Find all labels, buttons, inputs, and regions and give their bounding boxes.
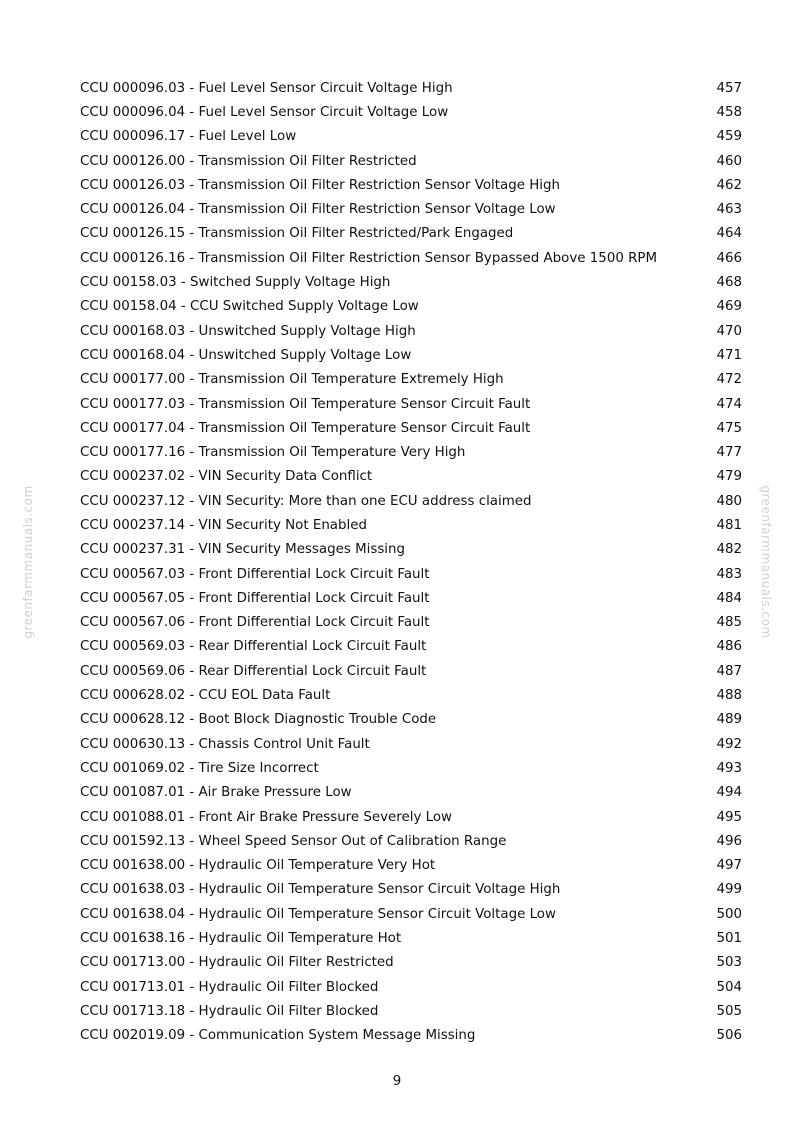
toc-entry-page[interactable]: 469 xyxy=(716,299,742,315)
toc-entry[interactable] xyxy=(80,440,742,464)
toc-entry[interactable] xyxy=(80,489,742,513)
toc-entry[interactable] xyxy=(80,125,742,149)
toc-entry-page[interactable]: 487 xyxy=(716,663,742,679)
toc-entry[interactable] xyxy=(80,538,742,562)
toc-entry-page[interactable]: 472 xyxy=(716,372,742,388)
toc-entry[interactable] xyxy=(80,926,742,950)
toc-entry-title[interactable]: CCU 000096.03 - Fuel Level Sensor Circuit Voltage High xyxy=(80,80,453,96)
toc-entry-title[interactable]: CCU 000126.16 - Transmission Oil Filter Restriction Sensor Bypassed Above 1500 RPM xyxy=(80,250,658,266)
toc-entry[interactable] xyxy=(80,246,742,270)
toc-entry-title[interactable]: CCU 000126.04 - Transmission Oil Filter Restriction Sensor Voltage Low xyxy=(80,202,556,218)
toc-entry-page[interactable]: 458 xyxy=(716,104,742,120)
toc-entry-title[interactable]: CCU 002019.09 - Communication System Message Missing xyxy=(80,1028,476,1044)
toc-entry-title[interactable]: CCU 000126.15 - Transmission Oil Filter Restricted/Park Engaged xyxy=(80,226,514,242)
toc-entry[interactable] xyxy=(80,951,742,975)
toc-entry-page[interactable]: 471 xyxy=(716,347,742,363)
toc-entry[interactable] xyxy=(80,781,742,805)
toc-entry-title[interactable]: CCU 000628.02 - CCU EOL Data Fault xyxy=(80,688,331,704)
toc-entry-title[interactable]: CCU 001713.18 - Hydraulic Oil Filter Blocked xyxy=(80,1003,379,1019)
toc-entry-page[interactable]: 464 xyxy=(716,226,742,242)
toc-entry[interactable] xyxy=(80,902,742,926)
toc-entry-title[interactable]: CCU 001713.01 - Hydraulic Oil Filter Blocked xyxy=(80,979,379,995)
toc-entry-page[interactable]: 485 xyxy=(716,615,742,631)
toc-entry[interactable] xyxy=(80,319,742,343)
toc-entry-title[interactable]: CCU 000237.31 - VIN Security Messages Missing xyxy=(80,542,405,558)
toc-entry-page[interactable]: 503 xyxy=(716,955,742,971)
toc-entry-title[interactable]: CCU 000096.17 - Fuel Level Low xyxy=(80,129,297,145)
toc-entry-title[interactable]: CCU 000177.04 - Transmission Oil Temperature Sensor Circuit Fault xyxy=(80,420,531,436)
toc-entry[interactable] xyxy=(80,392,742,416)
toc-entry-title[interactable]: CCU 001088.01 - Front Air Brake Pressure Severely Low xyxy=(80,809,453,825)
toc-entry-title[interactable]: CCU 00158.03 - Switched Supply Voltage High xyxy=(80,275,391,291)
toc-entry-title[interactable]: CCU 001713.00 - Hydraulic Oil Filter Restricted xyxy=(80,955,394,971)
table-of-contents xyxy=(80,76,742,1048)
toc-entry-title[interactable]: CCU 000567.06 - Front Differential Lock Circuit Fault xyxy=(80,615,430,631)
toc-entry-page[interactable]: 496 xyxy=(716,833,742,849)
toc-entry[interactable] xyxy=(80,854,742,878)
toc-entry-page[interactable]: 459 xyxy=(716,129,742,145)
toc-entry-title[interactable]: CCU 001069.02 - Tire Size Incorrect xyxy=(80,760,319,776)
toc-entry-page[interactable]: 492 xyxy=(716,736,742,752)
toc-entry[interactable] xyxy=(80,756,742,780)
toc-entry[interactable] xyxy=(80,270,742,294)
toc-entry-page[interactable]: 500 xyxy=(716,906,742,922)
toc-entry[interactable] xyxy=(80,683,742,707)
toc-entry-page[interactable]: 480 xyxy=(716,493,742,509)
toc-entry[interactable] xyxy=(80,611,742,635)
toc-entry-page[interactable]: 477 xyxy=(716,445,742,461)
toc-entry-title[interactable]: CCU 001592.13 - Wheel Speed Sensor Out of Calibration Range xyxy=(80,833,507,849)
toc-entry-page[interactable]: 460 xyxy=(716,153,742,169)
toc-entry-title[interactable]: CCU 000126.03 - Transmission Oil Filter Restriction Sensor Voltage High xyxy=(80,177,561,193)
toc-entry-page[interactable]: 488 xyxy=(716,688,742,704)
toc-entry-page[interactable]: 506 xyxy=(716,1028,742,1044)
toc-entry-title[interactable]: CCU 000168.04 - Unswitched Supply Voltage Low xyxy=(80,347,412,363)
toc-entry[interactable] xyxy=(80,149,742,173)
toc-entry-page[interactable]: 474 xyxy=(716,396,742,412)
toc-entry[interactable] xyxy=(80,659,742,683)
toc-entry[interactable] xyxy=(80,197,742,221)
toc-entry[interactable] xyxy=(80,805,742,829)
toc-entry[interactable] xyxy=(80,586,742,610)
toc-entry-title[interactable]: CCU 000569.06 - Rear Differential Lock Circuit Fault xyxy=(80,663,427,679)
toc-entry-title[interactable]: CCU 000630.13 - Chassis Control Unit Fault xyxy=(80,736,370,752)
toc-entry-page[interactable]: 495 xyxy=(716,809,742,825)
toc-entry[interactable] xyxy=(80,635,742,659)
toc-entry-page[interactable]: 486 xyxy=(716,639,742,655)
toc-entry[interactable] xyxy=(80,76,742,100)
toc-entry-title[interactable]: CCU 001638.00 - Hydraulic Oil Temperature Very Hot xyxy=(80,858,436,874)
toc-entry[interactable] xyxy=(80,708,742,732)
toc-entry-title[interactable]: CCU 001638.16 - Hydraulic Oil Temperature Hot xyxy=(80,931,402,947)
toc-entry-page[interactable]: 475 xyxy=(716,420,742,436)
toc-entry[interactable] xyxy=(80,416,742,440)
toc-entry-title[interactable]: CCU 00158.04 - CCU Switched Supply Voltage Low xyxy=(80,299,419,315)
page-number: 9 xyxy=(392,1074,402,1089)
toc-entry-page[interactable]: 501 xyxy=(716,931,742,947)
toc-entry-title[interactable]: CCU 000237.12 - VIN Security: More than one ECU address claimed xyxy=(80,493,532,509)
toc-entry[interactable] xyxy=(80,100,742,124)
toc-entry-page[interactable]: 494 xyxy=(716,785,742,801)
toc-entry[interactable] xyxy=(80,999,742,1023)
toc-entry-page[interactable]: 493 xyxy=(716,760,742,776)
toc-entry-page[interactable]: 468 xyxy=(716,275,742,291)
toc-entry-title[interactable]: CCU 001638.03 - Hydraulic Oil Temperature Sensor Circuit Voltage High xyxy=(80,882,561,898)
toc-entry[interactable] xyxy=(80,513,742,537)
toc-entry[interactable] xyxy=(80,1024,742,1048)
toc-entry[interactable] xyxy=(80,878,742,902)
toc-entry-title[interactable]: CCU 000237.02 - VIN Security Data Conflict xyxy=(80,469,373,485)
toc-entry-page[interactable]: 482 xyxy=(716,542,742,558)
toc-entry[interactable] xyxy=(80,562,742,586)
toc-entry-title[interactable]: CCU 000096.04 - Fuel Level Sensor Circuit Voltage Low xyxy=(80,104,449,120)
toc-entry-page[interactable]: 463 xyxy=(716,202,742,218)
toc-entry-page[interactable]: 505 xyxy=(716,1003,742,1019)
toc-entry-page[interactable]: 470 xyxy=(716,323,742,339)
toc-entry-title[interactable]: CCU 000126.00 - Transmission Oil Filter Restricted xyxy=(80,153,417,169)
toc-entry-title[interactable]: CCU 001638.04 - Hydraulic Oil Temperature Sensor Circuit Voltage Low xyxy=(80,906,556,922)
watermark-left: greenfarmmanuals.com xyxy=(21,485,35,639)
toc-entry-title[interactable]: CCU 001087.01 - Air Brake Pressure Low xyxy=(80,785,352,801)
toc-entry-page[interactable]: 483 xyxy=(716,566,742,582)
toc-entry[interactable] xyxy=(80,222,742,246)
toc-entry-title[interactable]: CCU 000567.03 - Front Differential Lock Circuit Fault xyxy=(80,566,430,582)
toc-entry[interactable] xyxy=(80,829,742,853)
toc-entry-page[interactable]: 481 xyxy=(716,517,742,533)
toc-entry-title[interactable]: CCU 000569.03 - Rear Differential Lock Circuit Fault xyxy=(80,639,427,655)
toc-entry[interactable] xyxy=(80,173,742,197)
toc-entry-title[interactable]: CCU 000628.12 - Boot Block Diagnostic Trouble Code xyxy=(80,712,437,728)
toc-entry-title[interactable]: CCU 000168.03 - Unswitched Supply Voltage High xyxy=(80,323,416,339)
toc-entry-page[interactable]: 462 xyxy=(716,177,742,193)
watermark-right: greenfarmmanuals.com xyxy=(759,485,773,639)
toc-entry-title[interactable]: CCU 000177.03 - Transmission Oil Temperature Sensor Circuit Fault xyxy=(80,396,531,412)
toc-entry-page[interactable]: 499 xyxy=(716,882,742,898)
toc-entry-page[interactable]: 484 xyxy=(716,590,742,606)
toc-entry-page[interactable]: 479 xyxy=(716,469,742,485)
toc-entry[interactable] xyxy=(80,295,742,319)
toc-entry-page[interactable]: 489 xyxy=(716,712,742,728)
toc-entry[interactable] xyxy=(80,465,742,489)
toc-entry-title[interactable]: CCU 000567.05 - Front Differential Lock Circuit Fault xyxy=(80,590,430,606)
toc-entry-title[interactable]: CCU 000177.00 - Transmission Oil Temperature Extremely High xyxy=(80,372,504,388)
toc-entry[interactable] xyxy=(80,975,742,999)
toc-entry-page[interactable]: 457 xyxy=(716,80,742,96)
toc-entry-page[interactable]: 466 xyxy=(716,250,742,266)
toc-entry-page[interactable]: 504 xyxy=(716,979,742,995)
toc-entry-title[interactable]: CCU 000177.16 - Transmission Oil Temperature Very High xyxy=(80,445,466,461)
toc-entry[interactable] xyxy=(80,368,742,392)
toc-entry-page[interactable]: 497 xyxy=(716,858,742,874)
toc-entry-title[interactable]: CCU 000237.14 - VIN Security Not Enabled xyxy=(80,517,367,533)
toc-entry[interactable] xyxy=(80,343,742,367)
toc-entry[interactable] xyxy=(80,732,742,756)
